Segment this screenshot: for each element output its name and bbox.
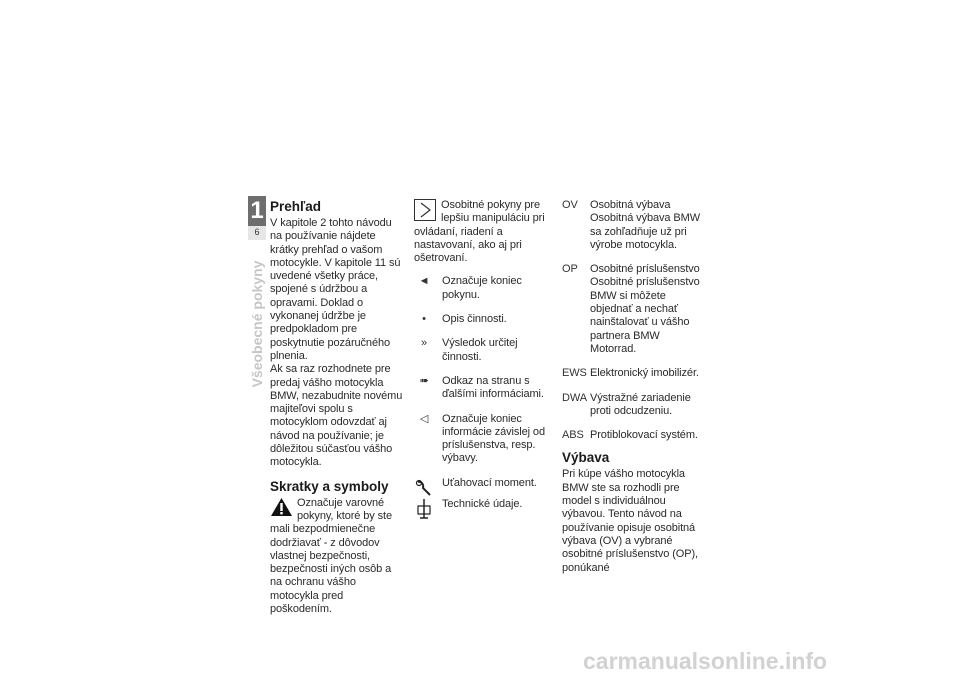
paragraph-overview: V kapitole 2 tohto návodu na používanie nájdete krátky prehľad o vašom motocykle. V kapitole 11 sú uvedené všetky práce, spojené s údržbou a opravami. Doklad o vykonanej údržbe je predpokladom pre poskytnutie pozáručného plnenia. bbox=[270, 217, 401, 362]
abbreviation-code: EWS bbox=[562, 367, 587, 380]
abbreviation-text: Výstražné zariadenie proti odcudzeniu. bbox=[590, 391, 691, 417]
abbreviation-code: OP bbox=[562, 263, 578, 276]
symbol-row bbox=[414, 337, 554, 364]
abbreviation-text: Elektronický imobilizér. bbox=[590, 367, 699, 380]
paragraph-sale: Ak sa raz rozhodnete pre predaj vášho motocykla BMW, nezabudnite novému majiteľovi spolu s motocyklom odovzdať aj návod na používanie; je dôležitou súčasťou vášho motocykla. bbox=[270, 363, 403, 469]
symbol-row bbox=[414, 275, 554, 302]
symbol-text: Uťahovací moment. bbox=[442, 476, 537, 489]
heading-abbreviations: Skratky a symboly bbox=[270, 478, 389, 494]
abbreviation-text: Osobitné príslušenstvo Osobitné príslušenstvo BMW si môžete objednať a nechať nainštalovať u vášho partnera BMW Motorrad. bbox=[590, 263, 700, 355]
end-of-instruction-icon: ◄ bbox=[418, 275, 430, 288]
abbreviation-code: ABS bbox=[562, 429, 584, 442]
warning-block bbox=[270, 497, 406, 617]
abbreviation-row bbox=[562, 392, 702, 419]
side-title-text: Všeobecné pokyny bbox=[249, 260, 265, 388]
symbol-row bbox=[414, 477, 554, 490]
result-icon: » bbox=[420, 337, 428, 350]
column-abbreviations bbox=[562, 199, 702, 575]
paragraph-equipment: Pri kúpe vášho motocykla BMW ste sa rozhodli pre model s individuálnou výbavou. Tento návod na používanie opisuje osobitná výbava (OV) a vybrané osobitné príslušenstvo (OP), ponúkané bbox=[562, 468, 698, 574]
warning-text-wrap bbox=[270, 497, 406, 617]
note-block bbox=[414, 199, 554, 265]
heading-overview: Prehľad bbox=[270, 199, 321, 214]
symbol-row bbox=[414, 498, 554, 511]
note-text: Osobitné pokyny pre lepšiu manipuláciu pri ovládaní, riadení a nastavovaní, ako aj pri ošetrovaní. bbox=[414, 199, 545, 265]
symbol-text: Odkaz na stranu s ďalšími informáciami. bbox=[442, 374, 544, 401]
symbol-text: Technické údaje. bbox=[442, 498, 523, 511]
note-icon bbox=[414, 199, 438, 223]
end-of-accessory-info-icon: ◁ bbox=[419, 412, 429, 425]
column-symbols bbox=[414, 199, 554, 522]
symbol-row bbox=[414, 313, 554, 326]
technical-data-icon bbox=[414, 498, 434, 524]
symbol-text: Označuje koniec informácie závislej od príslušenstva, resp. výbavy. bbox=[442, 412, 545, 465]
symbol-text: Výsledok určitej činnosti. bbox=[442, 337, 518, 363]
page-number: 6 bbox=[254, 227, 260, 237]
warning-icon bbox=[270, 497, 294, 519]
abbreviation-row bbox=[562, 263, 702, 356]
bullet-icon: • bbox=[422, 313, 426, 326]
abbreviation-row bbox=[562, 199, 702, 252]
column-overview bbox=[270, 199, 406, 616]
abbreviation-code: OV bbox=[562, 199, 578, 211]
abbreviation-row bbox=[562, 367, 702, 380]
chapter-number: 1 bbox=[248, 196, 266, 226]
abbreviation-code: DWA bbox=[562, 391, 587, 404]
heading-equipment: Výbava bbox=[562, 450, 610, 466]
abbreviation-text: Protiblokovací systém. bbox=[590, 429, 698, 442]
symbol-row bbox=[414, 375, 554, 402]
page-reference-icon: ➠ bbox=[419, 374, 429, 387]
warning-text: Označuje varovné pokyny, ktoré by ste mali bezpodmienečne dodržiavať - z dôvodov vlastnej bezpečnosti, bezpečnosti iných osôb a na ochranu vášho motocykla pred poškodením. bbox=[270, 496, 393, 616]
watermark: carmanualsonline.info bbox=[583, 648, 828, 674]
abbreviation-row bbox=[562, 429, 702, 442]
symbol-row bbox=[414, 413, 554, 466]
symbol-text: Opis činnosti. bbox=[442, 313, 507, 326]
symbol-text: Označuje koniec pokynu. bbox=[442, 275, 522, 301]
abbreviation-text: Osobitná výbava Osobitná výbava BMW sa zohľadňuje už pri výrobe motocykla. bbox=[590, 199, 700, 251]
